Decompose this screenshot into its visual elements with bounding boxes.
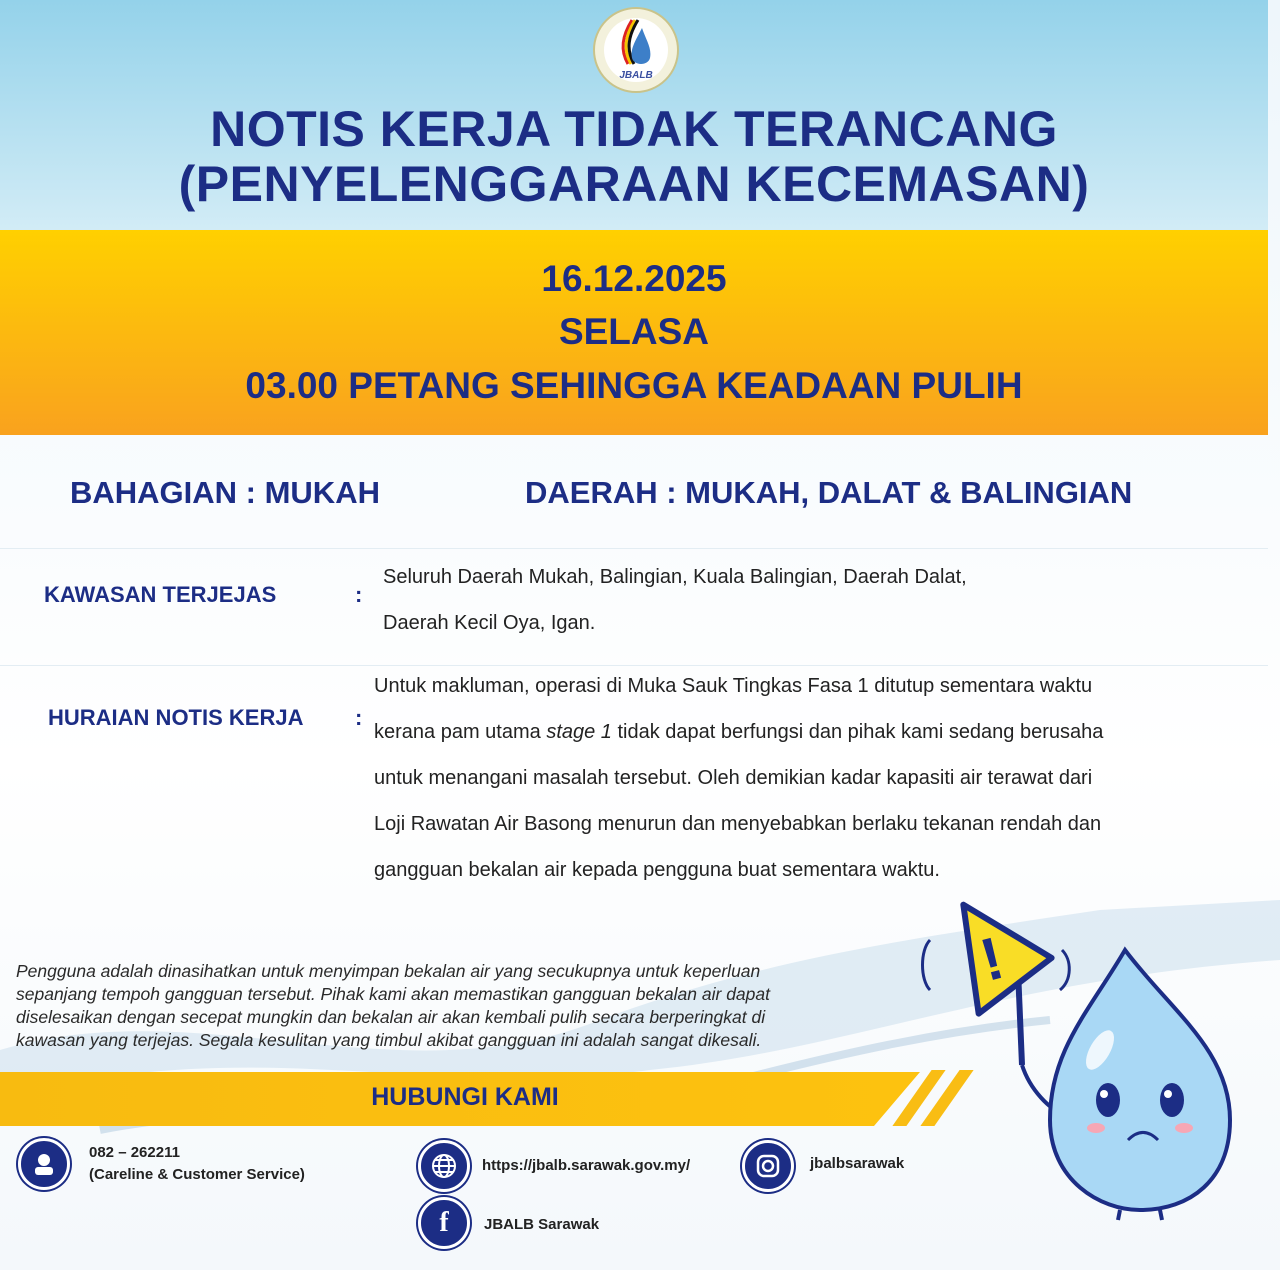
- date: 16.12.2025: [541, 258, 727, 299]
- website-link[interactable]: https://jbalb.sarawak.gov.my/: [482, 1157, 691, 1174]
- title-line-1: NOTIS KERJA TIDAK TERANCANG: [210, 101, 1058, 157]
- globe-icon: [418, 1140, 470, 1192]
- description-colon: :: [355, 705, 363, 730]
- affected-line: Seluruh Daerah Mukah, Balingian, Kuala Balingian, Daerah Dalat,: [383, 566, 967, 588]
- text-italic: stage 1: [546, 721, 612, 743]
- description-line: untuk menangani masalah tersebut. Oleh demikian kadar kapasiti air terawat dari: [374, 767, 1093, 789]
- daerah: DAERAH : MUKAH, DALAT & BALINGIAN: [525, 475, 1133, 510]
- description-line: Untuk makluman, operasi di Muka Sauk Tingkas Fasa 1 ditutup sementara waktu: [374, 675, 1093, 697]
- warning-sign-icon: [963, 894, 1058, 1014]
- phone-contact: [89, 1142, 305, 1186]
- facebook-icon: [418, 1197, 470, 1249]
- bahagian: BAHAGIAN : MUKAH: [70, 475, 380, 510]
- svg-text:JBALB: JBALB: [619, 70, 653, 81]
- contact-heading: HUBUNGI KAMI: [371, 1083, 559, 1111]
- affected-areas: [383, 554, 967, 646]
- description-line: gangguan bekalan air kepada pengguna buat sementara waktu.: [374, 859, 940, 881]
- advisory-line: Pengguna adalah dinasihatkan untuk menyimpan bekalan air yang secukupnya untuk keperluan: [16, 961, 761, 981]
- description-line: Loji Rawatan Air Basong menurun dan menyebabkan berlaku tekanan rendah dan: [374, 813, 1102, 835]
- divider: [0, 548, 1268, 549]
- description-label: HURAIAN NOTIS KERJA: [48, 705, 304, 730]
- instagram-handle[interactable]: jbalbsarawak: [810, 1155, 905, 1172]
- svg-text:!: !: [973, 924, 1011, 994]
- advisory-line: sepanjang tempoh gangguan tersebut. Pihak kami akan memastikan gangguan bekalan air dapat: [16, 984, 770, 1004]
- text: kerana pam utama: [374, 721, 547, 743]
- time-range: 03.00 PETANG SEHINGGA KEADAAN PULIH: [245, 365, 1023, 406]
- title-line-2: (PENYELENGGARAAN KECEMASAN): [178, 156, 1090, 212]
- day: SELASA: [558, 311, 710, 352]
- advisory-line: diselesaikan dengan secepat mungkin dan bekalan air akan kembali pulih secara berperingkat di: [16, 1007, 766, 1027]
- advisory-text: [16, 960, 916, 1052]
- water-drop-mascot: [900, 890, 1260, 1230]
- user-icon: [18, 1138, 70, 1190]
- facebook-glyph: f: [439, 1207, 449, 1238]
- facebook-page[interactable]: JBALB Sarawak: [484, 1216, 600, 1233]
- instagram-icon: [742, 1140, 794, 1192]
- phone-number[interactable]: 082 – 262211: [89, 1144, 180, 1161]
- text: tidak dapat berfungsi dan pihak kami sedang berusaha: [611, 721, 1104, 743]
- description-text: [374, 663, 1103, 893]
- jbalb-logo: [592, 6, 680, 94]
- advisory-line: kawasan yang terjejas. Segala kesulitan yang timbul akibat gangguan ini adalah sangat dikesali.: [16, 1030, 762, 1050]
- affected-line: Daerah Kecil Oya, Igan.: [383, 612, 596, 634]
- affected-colon: :: [355, 582, 363, 607]
- affected-label: KAWASAN TERJEJAS: [44, 582, 277, 607]
- phone-note: (Careline & Customer Service): [89, 1166, 305, 1183]
- description-line: [374, 709, 1103, 755]
